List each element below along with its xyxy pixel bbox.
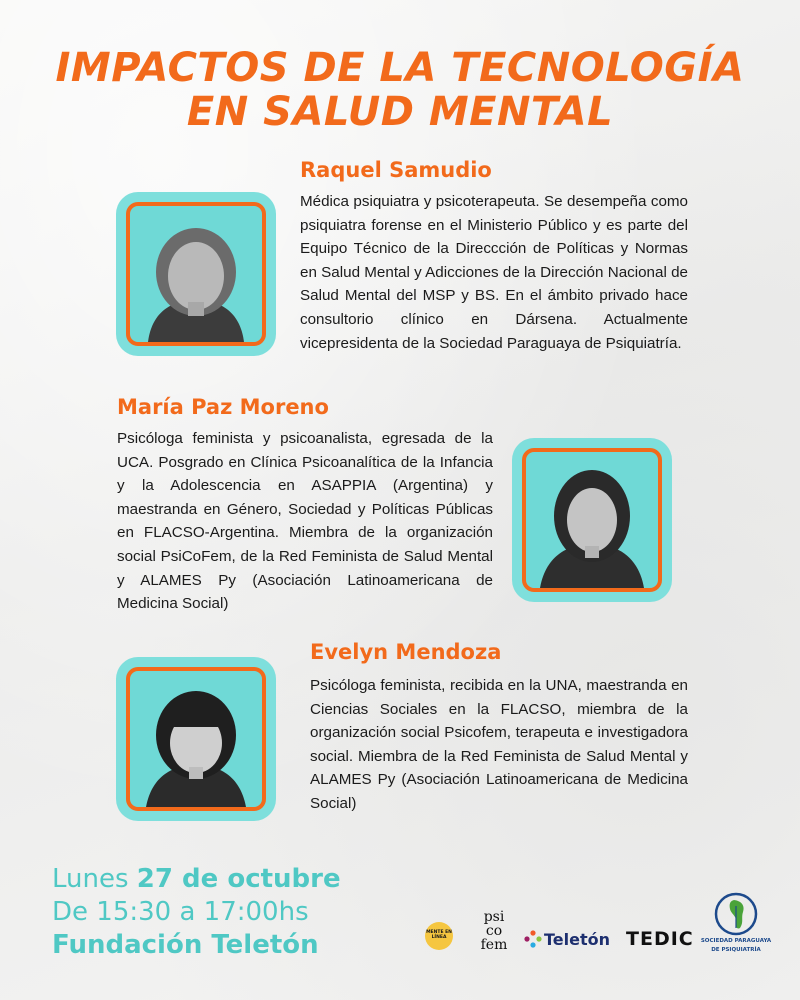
speaker-photo-maria: [512, 438, 672, 602]
event-time: De 15:30 a 17:00hs: [52, 897, 309, 927]
psicofem-logo-line-2: co: [485, 923, 503, 939]
tedic-logo: TEDIC: [626, 928, 694, 950]
speaker-name-maria: María Paz Moreno: [117, 395, 329, 419]
speaker-photo-raquel: [116, 192, 276, 356]
event-day: Lunes: [52, 864, 137, 894]
spp-logo-line-2: DE PSIQUIATRÍA: [711, 947, 761, 953]
spp-logo: [700, 892, 772, 954]
teleton-flower-icon: [524, 930, 542, 948]
event-date-value: 27 de octubre: [136, 864, 341, 894]
psicofem-logo-line-3: fem: [480, 937, 508, 953]
title-line-1: IMPACTOS DE LA TECNOLOGÍA: [55, 45, 745, 91]
speaker-bio-raquel: Médica psiquiatra y psicoterapeuta. Se desempeña como psiquiatra forense en el Ministerio Público y es parte del Equipo Técnico de la Direccción de Políticas y Normas en Salud Mental y Adicciones de la Dirección Nacional de Salud Mental del MSP y BS. En el ámbito privado hace consultorio clínico en Dársena. Actualmente vicepresidenta de la Sociedad Paraguaya de Psiquiatría.: [300, 193, 688, 352]
spp-logo-line-1: SOCIEDAD PARAGUAYA: [700, 938, 772, 944]
event-venue-value: Fundación Teletón: [52, 930, 319, 960]
psicofem-logo: [474, 910, 514, 952]
speaker-name-evelyn: Evelyn Mendoza: [310, 640, 502, 664]
event-date: [52, 864, 341, 894]
mente-en-linea-logo: MENTE EN LÍNEA: [425, 922, 453, 950]
teleton-logo: Teletón: [544, 930, 611, 949]
speaker-bio-evelyn: Psicóloga feminista, recibida en la UNA, maestranda en Ciencias Sociales en la FLACSO, miembra de la organización social Psicofem, terapeuta e investigadora social. Miembra de la Red Feminista de Salud Mental y ALAMES Py (Asociación Latinoamericana de Medicina Social): [310, 677, 688, 812]
portrait-placeholder-icon: [526, 452, 658, 588]
speaker-name-raquel: Raquel Samudio: [300, 158, 492, 182]
speaker-photo-evelyn: [116, 657, 276, 821]
portrait-placeholder-icon: [130, 671, 262, 807]
portrait-placeholder-icon: [130, 206, 262, 342]
title-line-2: EN SALUD MENTAL: [186, 89, 614, 135]
spp-emblem-icon: [714, 892, 758, 936]
partner-logos: [420, 892, 780, 972]
page-title: [0, 46, 800, 134]
speaker-bio-maria: Psicóloga feminista y psicoanalista, egresada de la UCA. Posgrado en Clínica Psicoanalítica de la Infancia y la Adolescencia en ASAPPIA (Argentina) y maestranda en Género, Sociedad y Políticas Públicas en FLACSO-Argentina. Miembra de la organización social PsiCoFem, de la Red Feminista de Salud Mental y ALAMES Py (Asociación Latinoamericana de Medicina Social): [117, 430, 493, 613]
psicofem-logo-line-1: psi: [483, 909, 505, 925]
event-venue: [52, 930, 319, 960]
